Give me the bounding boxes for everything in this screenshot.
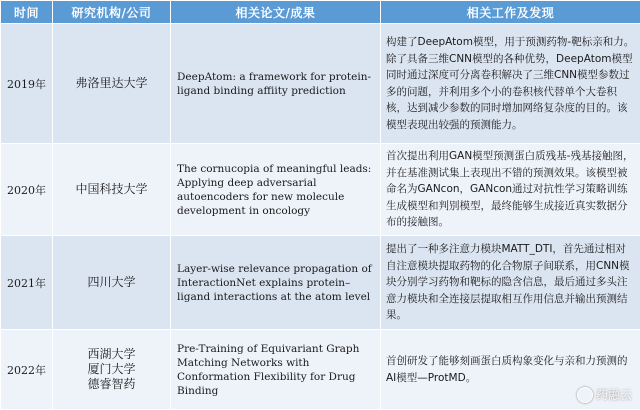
institution-cell: 中国科技大学 (53, 144, 171, 236)
description-cell: 首次提出利用GAN模型预测蛋白质残基-残基接触图，并在基准测试集上表现出不错的预测效果。该模型被命名为GANcon，GANcon通过对抗性学习策略训练生成模型和判别模型，最终能够生成接近真实数据分布的接触图。 (381, 144, 640, 236)
institution-cell: 西湖大学 厦门大学 德睿智药 (53, 330, 171, 410)
table-row (1, 236, 640, 330)
table-row (1, 144, 640, 236)
table-row (1, 24, 640, 144)
paper-cell: DeepAtom: a framework for protein-ligand binding affiity prediction (171, 24, 381, 144)
watermark (577, 386, 632, 403)
watermark-text: 药融云 (596, 386, 632, 403)
paper-cell: Pre-Training of Equivariant Graph Matching Networks with Conformation Flexibility for Drug Binding (171, 330, 381, 410)
paper-cell: The cornucopia of meaningful leads: Applying deep adversarial autoencoders for new molecule development in oncology (171, 144, 381, 236)
year-cell: 2021年 (1, 236, 53, 330)
header-institution: 研究机构/公司 (53, 1, 171, 24)
logo-icon (577, 387, 593, 403)
table-row (1, 330, 640, 410)
institution-cell: 弗洛里达大学 (53, 24, 171, 144)
description-cell: 首创研发了能够刻画蛋白质构象变化与亲和力预测的AI模型—ProtMD。 (381, 330, 640, 410)
description-cell: 构建了DeepAtom模型，用于预测药物-靶标亲和力。除了具备三维CNN模型的各种优势，DeepAtom模型同时通过深度可分离卷积解决了三维CNN模型参数过多的问题，并利用多个小的卷积核代替单个大卷积核，达到减少参数的同时增加网络复杂度的目的。该模型表现出较强的预测能力。 (381, 24, 640, 144)
header-paper: 相关论文/成果 (171, 1, 381, 24)
paper-cell: Layer-wise relevance propagation of InteractionNet explains protein–ligand interactions at the atom level (171, 236, 381, 330)
institution-cell: 四川大学 (53, 236, 171, 330)
year-cell: 2019年 (1, 24, 53, 144)
year-cell: 2020年 (1, 144, 53, 236)
year-cell: 2022年 (1, 330, 53, 410)
header-findings: 相关工作及发现 (381, 1, 640, 24)
header-year: 时间 (1, 1, 53, 24)
description-cell: 提出了一种多注意力模块MATT_DTI，首先通过相对自注意模块提取药物的化合物原子间联系，用CNN模块分别学习药物和靶标的隐含信息，最后通过多头注意力模块和全连接层提取相互作用信息并输出预测结果。 (381, 236, 640, 330)
header-row (1, 1, 640, 24)
